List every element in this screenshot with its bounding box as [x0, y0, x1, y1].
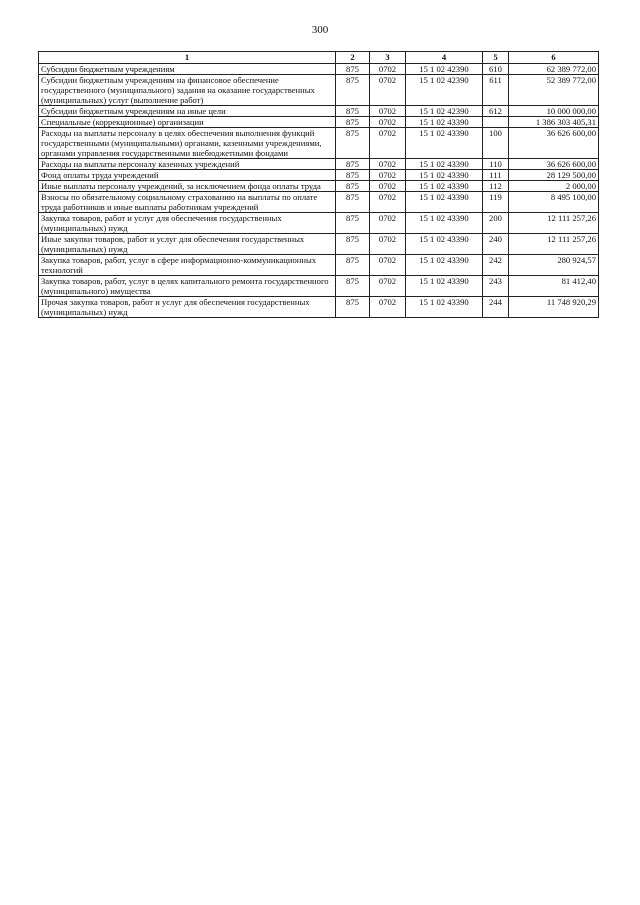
row-name: Иные закупки товаров, работ и услуг для обеспечения государственных (муниципальных) нужд	[39, 234, 336, 255]
table-row	[39, 128, 599, 159]
row-amount: 81 412,40	[509, 276, 599, 297]
table-row	[39, 117, 599, 128]
row-amount: 12 111 257,26	[509, 213, 599, 234]
row-name: Фонд оплаты труда учреждений	[39, 170, 336, 181]
row-amount: 280 924,57	[509, 255, 599, 276]
table-body	[39, 64, 599, 318]
row-col-5: 611	[483, 75, 509, 106]
row-amount: 2 000,00	[509, 181, 599, 192]
row-amount: 1 386 303 405,31	[509, 117, 599, 128]
table-row	[39, 181, 599, 192]
row-col-2: 875	[336, 192, 370, 213]
row-amount: 52 389 772,00	[509, 75, 599, 106]
row-col-4: 15 1 02 43390	[406, 213, 483, 234]
table-row	[39, 255, 599, 276]
row-col-5: 110	[483, 159, 509, 170]
row-col-4: 15 1 02 43390	[406, 117, 483, 128]
row-col-3: 0702	[370, 276, 406, 297]
row-name: Закупка товаров, работ, услуг в целях капитального ремонта государственного (муниципального) имущества	[39, 276, 336, 297]
row-col-5: 243	[483, 276, 509, 297]
row-col-3: 0702	[370, 255, 406, 276]
row-name: Расходы на выплаты персоналу в целях обеспечения выполнения функций государственными (муниципальными) органами, казенными учреждениями, органами управления государственными внебюджетными фондами	[39, 128, 336, 159]
row-amount: 12 111 257,26	[509, 234, 599, 255]
header-col-4: 4	[406, 52, 483, 64]
table-row	[39, 213, 599, 234]
row-col-2: 875	[336, 159, 370, 170]
row-col-3: 0702	[370, 64, 406, 75]
row-name: Специальные (коррекционные) организации	[39, 117, 336, 128]
row-name: Прочая закупка товаров, работ и услуг для обеспечения государственных (муниципальных) нужд	[39, 297, 336, 318]
row-name: Субсидии бюджетным учреждениям на иные цели	[39, 106, 336, 117]
row-name: Субсидии бюджетным учреждениям	[39, 64, 336, 75]
table-row	[39, 192, 599, 213]
table-row	[39, 75, 599, 106]
row-name: Закупка товаров, работ, услуг в сфере информационно-коммуникационных технологий	[39, 255, 336, 276]
row-col-5: 200	[483, 213, 509, 234]
budget-table	[38, 51, 599, 318]
row-col-5: 240	[483, 234, 509, 255]
row-col-3: 0702	[370, 181, 406, 192]
row-col-4: 15 1 02 43390	[406, 170, 483, 181]
row-col-2: 875	[336, 128, 370, 159]
row-col-2: 875	[336, 255, 370, 276]
table-row	[39, 64, 599, 75]
header-col-3: 3	[370, 52, 406, 64]
table-row	[39, 234, 599, 255]
row-col-5: 100	[483, 128, 509, 159]
row-name: Взносы по обязательному социальному страхованию на выплаты по оплате труда работников и иные выплаты работникам учреждений	[39, 192, 336, 213]
row-name: Закупка товаров, работ и услуг для обеспечения государственных (муниципальных) нужд	[39, 213, 336, 234]
row-col-4: 15 1 02 42390	[406, 106, 483, 117]
row-name: Расходы на выплаты персоналу казенных учреждений	[39, 159, 336, 170]
row-col-5: 244	[483, 297, 509, 318]
table-row	[39, 297, 599, 318]
row-col-5: 111	[483, 170, 509, 181]
row-col-3: 0702	[370, 170, 406, 181]
row-amount: 36 626 600,00	[509, 128, 599, 159]
row-col-2: 875	[336, 170, 370, 181]
row-amount: 10 000 000,00	[509, 106, 599, 117]
table-row	[39, 170, 599, 181]
row-col-4: 15 1 02 43390	[406, 255, 483, 276]
row-col-5: 610	[483, 64, 509, 75]
row-col-4: 15 1 02 42390	[406, 64, 483, 75]
row-col-2: 875	[336, 276, 370, 297]
row-col-3: 0702	[370, 213, 406, 234]
row-col-5: 112	[483, 181, 509, 192]
row-col-2: 875	[336, 297, 370, 318]
row-name: Иные выплаты персоналу учреждений, за исключением фонда оплаты труда	[39, 181, 336, 192]
row-amount: 11 748 920,29	[509, 297, 599, 318]
row-col-4: 15 1 02 43390	[406, 192, 483, 213]
row-col-3: 0702	[370, 297, 406, 318]
page-number: 300	[311, 24, 329, 36]
row-col-3: 0702	[370, 75, 406, 106]
row-col-5	[483, 117, 509, 128]
row-col-3: 0702	[370, 159, 406, 170]
row-col-5: 119	[483, 192, 509, 213]
header-col-5: 5	[483, 52, 509, 64]
row-col-2: 875	[336, 234, 370, 255]
row-col-5: 242	[483, 255, 509, 276]
row-col-2: 875	[336, 181, 370, 192]
row-amount: 28 129 500,00	[509, 170, 599, 181]
row-amount: 36 626 600,00	[509, 159, 599, 170]
row-col-2: 875	[336, 106, 370, 117]
row-name: Субсидии бюджетным учреждениям на финансовое обеспечение государственного (муниципального) задания на оказание государственных (муниципальных) услуг (выполнение работ)	[39, 75, 336, 106]
row-col-4: 15 1 02 43390	[406, 276, 483, 297]
row-col-3: 0702	[370, 234, 406, 255]
row-col-4: 15 1 02 42390	[406, 75, 483, 106]
row-col-3: 0702	[370, 106, 406, 117]
row-col-2: 875	[336, 64, 370, 75]
row-col-4: 15 1 02 43390	[406, 159, 483, 170]
header-col-2: 2	[336, 52, 370, 64]
row-col-2: 875	[336, 213, 370, 234]
row-col-4: 15 1 02 43390	[406, 128, 483, 159]
row-amount: 8 495 100,00	[509, 192, 599, 213]
row-col-5: 612	[483, 106, 509, 117]
row-amount: 62 389 772,00	[509, 64, 599, 75]
row-col-2: 875	[336, 117, 370, 128]
row-col-4: 15 1 02 43390	[406, 297, 483, 318]
row-col-2: 875	[336, 75, 370, 106]
table-row	[39, 276, 599, 297]
header-row	[39, 52, 599, 64]
row-col-4: 15 1 02 43390	[406, 181, 483, 192]
row-col-3: 0702	[370, 192, 406, 213]
table-row	[39, 106, 599, 117]
row-col-3: 0702	[370, 117, 406, 128]
row-col-3: 0702	[370, 128, 406, 159]
header-col-6: 6	[509, 52, 599, 64]
row-col-4: 15 1 02 43390	[406, 234, 483, 255]
table-row	[39, 159, 599, 170]
header-col-1: 1	[39, 52, 336, 64]
